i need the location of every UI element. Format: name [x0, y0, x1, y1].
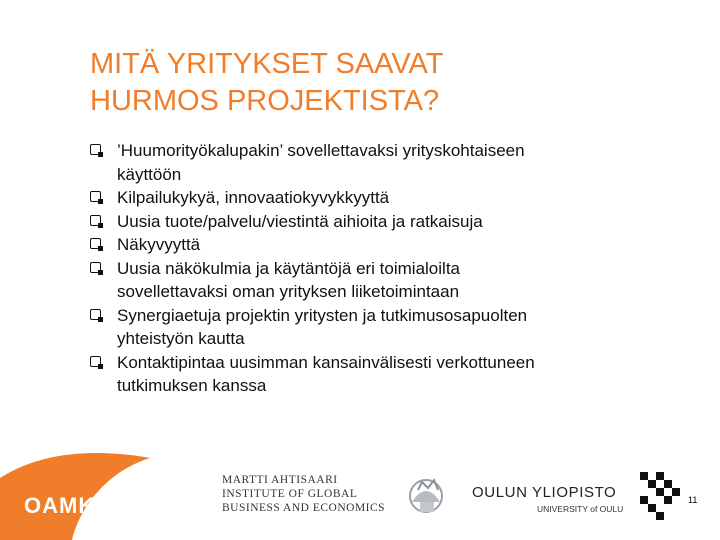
bullet-line: Kilpailukykyä, innovaatiokyvykkyyttä [117, 188, 390, 207]
bullet-line: sovellettavaksi oman yrityksen liiketoimintaan [117, 282, 460, 301]
bullet-line: Synergiaetuja projektin yritysten ja tutkimusosapuolten [117, 305, 528, 325]
oamk-logo-text: OAMK [24, 493, 96, 518]
bullet-line: käyttöön [117, 164, 182, 184]
oulu-university-subtitle: UNIVERSITY of OULU [537, 504, 624, 514]
ahtisaari-line: BUSINESS AND ECONOMICS [222, 502, 386, 514]
title-line-2: HURMOS PROJEKTISTA? [90, 85, 440, 117]
title-line-1: MITÄ YRITYKSET SAAVAT [90, 48, 444, 80]
bullet-line: tutkimuksen kanssa [117, 376, 267, 395]
bullet-line: Näkyvyyttä [117, 235, 201, 254]
oulu-university-name: OULUN YLIOPISTO [472, 484, 617, 501]
bullet-line: ’Huumorityökalupakin’ sovellettavaksi yrityskohtaiseen [117, 141, 525, 160]
ahtisaari-institute-logo [222, 473, 385, 515]
bullet-line: Uusia näkökulmia ja käytäntöjä eri toimialoilta [117, 258, 460, 278]
bullet-line: yhteistyön kautta [117, 329, 245, 348]
oulu-seal-icon [398, 472, 462, 522]
bullet-line: Uusia tuote/palvelu/viestintä aihioita ja ratkaisuja [117, 211, 483, 231]
oamk-logo-swoosh [0, 0, 180, 540]
ahtisaari-line: INSTITUTE OF GLOBAL [222, 488, 358, 500]
page-number: 11 [688, 495, 698, 505]
ahtisaari-line: MARTTI AHTISAARI [222, 474, 338, 486]
pixel-pattern-logo-icon [636, 466, 684, 526]
bullet-line: Kontaktipintaa uusimman kansainvälisesti verkottuneen [117, 352, 535, 372]
